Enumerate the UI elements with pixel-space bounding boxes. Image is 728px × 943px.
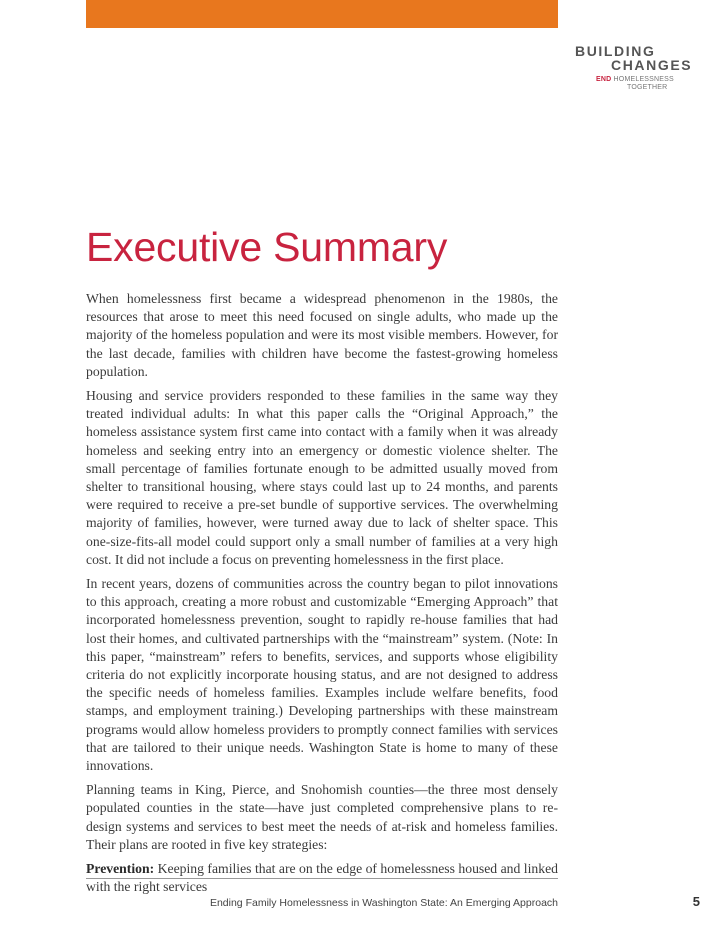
strategy-label: Prevention: xyxy=(86,861,155,877)
logo-tagline xyxy=(596,76,674,83)
paragraph: Planning teams in King, Pierce, and Snohomish counties—the three most densely populated counties in the state—have just completed comprehensive plans to re-design systems and services to best meet the needs of at-risk and homeless families. Their plans are rooted in five key strategies: xyxy=(86,782,558,852)
body-text xyxy=(86,290,558,903)
page-number: 5 xyxy=(692,894,700,909)
logo-tagline-together: TOGETHER xyxy=(627,84,668,91)
building-changes-logo xyxy=(560,40,700,100)
logo-tagline-rest: HOMELESSNESS xyxy=(613,76,674,83)
paragraph: In recent years, dozens of communities across the country began to pilot innovations to this approach, creating a more robust and customizable “Emerging Approach” that incorporated homelessness prevention, sought to rapidly re-house families that had lost their homes, and cultivated partnerships with the “mainstream” system. (Note: In this paper, “mainstream” refers to benefits, services, and supports whose eligibility criteria do not explicitly incorporate housing status, and are not designed to address the specific needs of homeless families. Examples include welfare benefits, food stamps, and employment training.) Developing partnerships with these mainstream programs would allow homeless providers to promptly connect families with services that are tailored to their unique needs. Washington State is home to many of these innovations. xyxy=(86,576,558,774)
logo-line-changes: CHANGES xyxy=(611,57,693,73)
strategy-text: Keeping families that are on the edge of homelessness housed and linked with the right services xyxy=(86,861,558,895)
page-title: Executive Summary xyxy=(86,224,448,270)
footer-running-title: Ending Family Homelessness in Washington State: An Emerging Approach xyxy=(209,897,558,909)
header-accent-bar xyxy=(86,0,558,28)
logo-line-building: BUILDING xyxy=(575,43,656,59)
footer-divider xyxy=(86,878,558,879)
paragraph: When homelessness first became a widespread phenomenon in the 1980s, the resources that arose to meet this need focused on single adults, who made up the majority of the homeless population and were its most visible members. However, for the last decade, families with children have become the fastest-growing homeless population. xyxy=(86,291,558,379)
paragraph: Housing and service providers responded to these families in the same way they treated individual adults: In what this paper calls the “Original Approach,” the homeless assistance system first came into contact with a family when it was already homeless and seeking entry into an emergency or domestic violence shelter. The small percentage of families fortunate enough to be admitted usually moved from shelter to transitional housing, where stays could last up to 24 months, and parents were required to receive a pre-set bundle of supportive services. The overwhelming majority of families, however, were turned away due to lack of shelter space. This one-size-fits-all model could support only a small number of families at a very high cost. It did not include a focus on preventing homelessness in the first place. xyxy=(86,388,558,567)
logo-tagline-end: END xyxy=(596,76,612,83)
